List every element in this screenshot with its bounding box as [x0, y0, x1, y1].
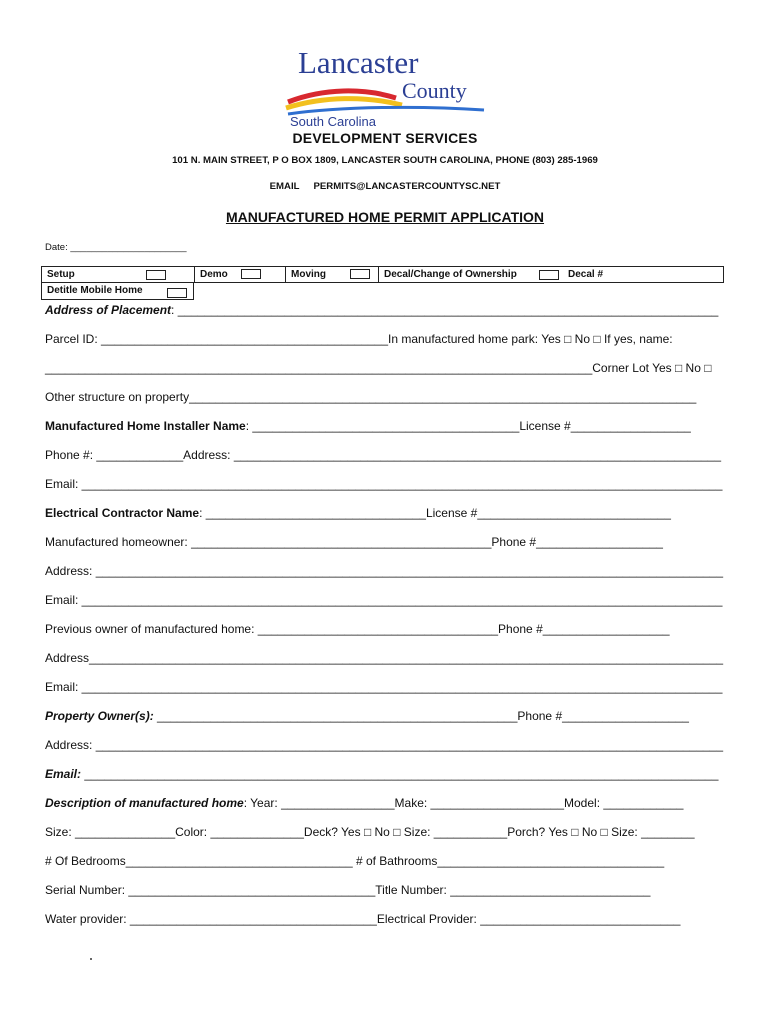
department-title: DEVELOPMENT SERVICES: [292, 130, 478, 146]
water-electrical-provider-field[interactable]: Water provider: _____________________________________Electrical Provider: ______________________________: [45, 912, 681, 926]
homeowner-field[interactable]: Manufactured homeowner: _____________________________________________Phone #___________________: [45, 535, 663, 549]
installer-email-field[interactable]: Email: ________________________________________________________________________________________________: [45, 477, 723, 491]
installer-blank[interactable]: : ________________________________________License #__________________: [245, 419, 691, 433]
property-email-blank[interactable]: _______________________________________________________________________________________________: [81, 767, 719, 781]
county-logo: [284, 44, 490, 128]
logo-blue-swoosh: [288, 107, 484, 114]
permit-type-decal-change: [378, 267, 684, 282]
installer-name-field[interactable]: [45, 419, 691, 433]
logo-line-lancaster: Lancaster: [298, 45, 419, 80]
previous-owner-email-field[interactable]: Email: ________________________________________________________________________________________________: [45, 680, 723, 694]
demo-checkbox[interactable]: [241, 269, 261, 279]
email-value[interactable]: PERMITS@LANCASTERCOUNTYSC.NET: [313, 181, 501, 192]
detitle-label: Detitle Mobile Home: [47, 285, 143, 296]
park-name-corner-lot-field[interactable]: __________________________________________________________________________________Corner Lot Yes □ No □: [45, 361, 712, 375]
serial-title-number-field[interactable]: Serial Number: _____________________________________Title Number: ______________________________: [45, 883, 651, 897]
date-field[interactable]: Date: ______________________: [45, 242, 187, 253]
moving-label: Moving: [291, 269, 326, 280]
setup-label: Setup: [47, 269, 75, 280]
homeowner-email-field[interactable]: Email: ________________________________________________________________________________________________: [45, 593, 723, 607]
logo-line-county: County: [402, 78, 467, 103]
setup-checkbox[interactable]: [146, 270, 166, 280]
address-of-placement-field[interactable]: [45, 303, 718, 317]
email-label: EMAIL: [269, 181, 300, 192]
description-blank[interactable]: : Year: _________________Make: ____________________Model: ____________: [243, 796, 684, 810]
permit-type-table: [41, 266, 724, 283]
previous-owner-address-field[interactable]: Address_______________________________________________________________________________________________: [45, 651, 724, 665]
placement-blank[interactable]: : _________________________________________________________________________________: [171, 303, 719, 317]
homeowner-address-field[interactable]: Address: ______________________________________________________________________________________________: [45, 564, 724, 578]
bedrooms-bathrooms-field[interactable]: # Of Bedrooms__________________________________ # of Bathrooms__________________________________: [45, 854, 665, 868]
installer-phone-address-field[interactable]: Phone #: _____________Address: _________________________________________________________________________: [45, 448, 722, 462]
office-email: [0, 181, 770, 192]
previous-owner-field[interactable]: Previous owner of manufactured home: ____________________________________Phone #___________________: [45, 622, 670, 636]
home-description-field[interactable]: [45, 796, 683, 810]
parcel-id-field[interactable]: Parcel ID: ___________________________________________In manufactured home park: Yes □ No □ If yes, name:: [45, 332, 673, 346]
property-owner-address-field[interactable]: Address: ______________________________________________________________________________________________: [45, 738, 724, 752]
electrical-contractor-field[interactable]: [45, 506, 671, 520]
permit-type-setup: [42, 267, 195, 282]
permit-type-moving: [285, 267, 379, 282]
property-owner-label: Property Owner(s):: [45, 709, 154, 723]
installer-label: Manufactured Home Installer Name: [45, 419, 246, 433]
description-label: Description of manufactured home: [45, 796, 244, 810]
decal-number-label: Decal #: [568, 269, 604, 280]
demo-label: Demo: [200, 269, 228, 280]
logo-line-south-carolina: South Carolina: [290, 114, 376, 128]
decal-change-checkbox[interactable]: [539, 270, 559, 280]
other-structure-field[interactable]: Other structure on property____________________________________________________________________________: [45, 390, 697, 404]
permit-type-detitle: [41, 282, 194, 300]
property-email-label: Email:: [45, 767, 82, 781]
moving-checkbox[interactable]: [350, 269, 370, 279]
decal-change-label: Decal/Change of Ownership: [384, 269, 517, 280]
electrical-label: Electrical Contractor Name: [45, 506, 200, 520]
permit-type-demo: [194, 267, 284, 282]
property-owner-blank[interactable]: ______________________________________________________Phone #___________________: [153, 709, 689, 723]
placement-label: Address of Placement: [45, 303, 172, 317]
stray-mark: [90, 958, 92, 960]
size-color-deck-porch-field[interactable]: Size: _______________Color: ______________Deck? Yes □ No □ Size: ___________Porch? Yes □ No □ Size: ________: [45, 825, 695, 839]
property-owner-field[interactable]: [45, 709, 689, 723]
electrical-blank[interactable]: : _________________________________License #_____________________________: [199, 506, 671, 520]
form-title: MANUFACTURED HOME PERMIT APPLICATION: [225, 209, 545, 225]
property-owner-email-field[interactable]: [45, 767, 718, 781]
office-address: 101 N. MAIN STREET, P O BOX 1809, LANCASTER SOUTH CAROLINA, PHONE (803) 285-1969: [172, 155, 598, 166]
detitle-checkbox[interactable]: [167, 288, 187, 298]
